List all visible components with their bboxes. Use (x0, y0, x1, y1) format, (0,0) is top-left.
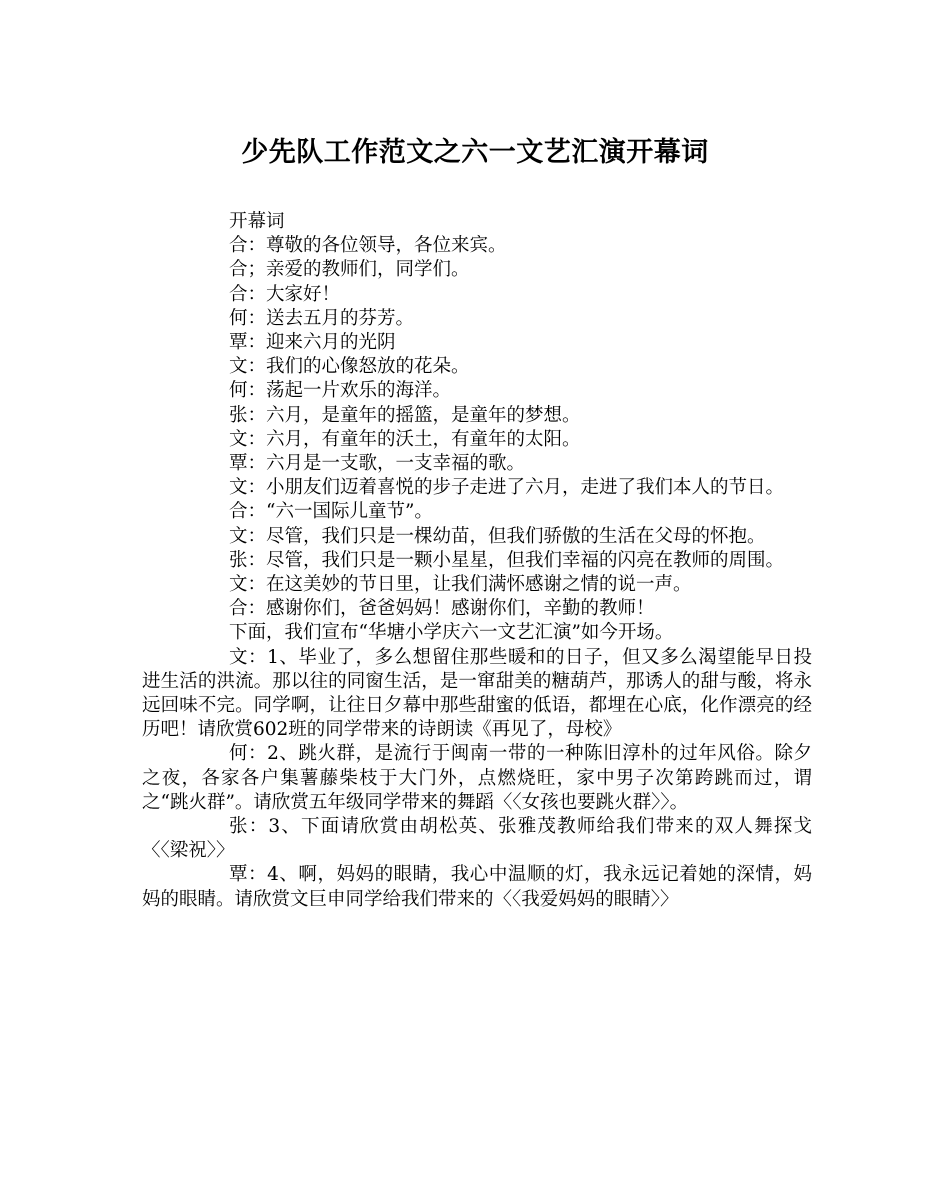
paragraph: 合：大家好！ (229, 283, 341, 305)
paragraph: 张：六月，是童年的摇篮，是童年的梦想。 (229, 404, 581, 426)
paragraph: 覃：迎来六月的光阴 (229, 332, 396, 354)
paragraph: 合：感谢你们，爸爸妈妈！感谢你们，辛勤的教师！ (229, 598, 655, 620)
paragraph: 文：尽管，我们只是一棵幼苗，但我们骄傲的生活在父母的怀抱。 (229, 525, 766, 547)
paragraph: 文：小朋友们迈着喜悦的步子走进了六月，走进了我们本人的节日。 (229, 477, 785, 499)
document-body (142, 210, 812, 912)
paragraph: 文：我们的心像怒放的花朵。 (229, 356, 470, 378)
paragraph: 文：在这美妙的节日里，让我们满怀感谢之情的说一声。 (229, 574, 692, 596)
document-title: 少先队工作范文之六一文艺汇演开幕词 (241, 137, 709, 168)
paragraph: 张：3、下面请欣赏由胡松英、张雅茂教师给我们带来的双人舞探戈〈〈梁祝〉〉 (142, 816, 812, 862)
paragraph-heading: 开幕词 (229, 211, 285, 232)
paragraph: 何：2、跳火群，是流行于闽南一带的一种陈旧淳朴的过年风俗。除夕之夜，各家各户集薯藤柴枝于大门外，点燃烧旺，家中男子次第跨跳而过，谓之“跳火群”。请欣赏五年级同学带来的舞蹈〈〈女孩也要跳火群〉〉。 (142, 743, 812, 813)
paragraph: 张：尽管，我们只是一颗小星星，但我们幸福的闪亮在教师的周围。 (229, 549, 785, 571)
paragraph: 覃：4、啊，妈妈的眼睛，我心中温顺的灯，我永远记着她的深情，妈妈的眼睛。请欣赏文巨申同学给我们带来的〈〈我爱妈妈的眼睛〉〉 (142, 864, 812, 910)
paragraph: 文：六月，有童年的沃土，有童年的太阳。 (229, 428, 581, 450)
paragraph: 合；亲爱的教师们，同学们。 (229, 259, 470, 281)
paragraph: 合：尊敬的各位领导，各位来宾。 (229, 235, 507, 257)
paragraph: 下面，我们宣布“华塘小学庆六一文艺汇演”如今开场。 (229, 622, 674, 644)
paragraph: 何：送去五月的芬芳。 (229, 307, 415, 329)
paragraph: 覃：六月是一支歌，一支幸福的歌。 (229, 453, 526, 475)
paragraph: 何：荡起一片欢乐的海洋。 (229, 380, 452, 402)
paragraph: 合：“六一国际儿童节”。 (229, 501, 433, 523)
paragraph: 文：1、毕业了，多么想留住那些暖和的日子，但又多么渴望能早日投进生活的洪流。那以往的同窗生活，是一窜甜美的糖葫芦，那诱人的甜与酸，将永远回味不完。同学啊，让往日夕幕中那些甜蜜的低语，都埋在心底，化作漂亮的经历吧！请欣赏602班的同学带来的诗朗读《再见了，母校》 (142, 646, 812, 741)
